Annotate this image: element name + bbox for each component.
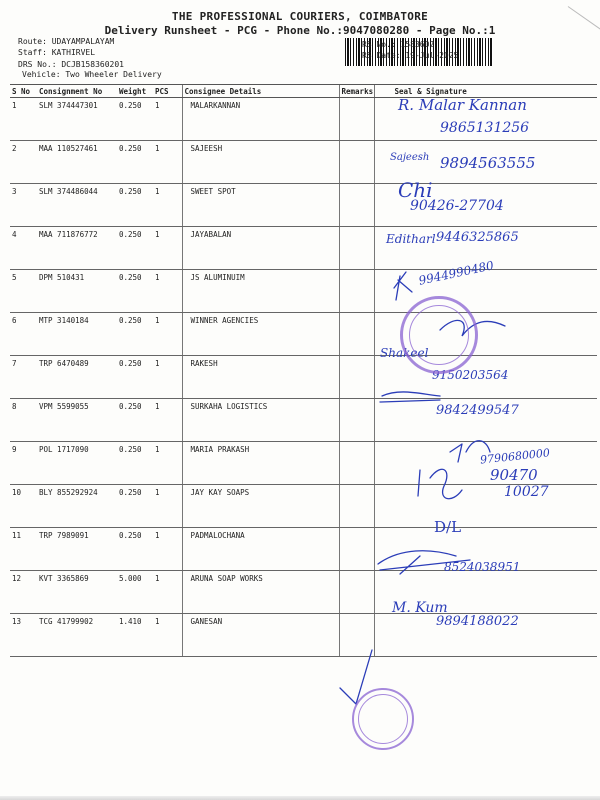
row-consignment-no: SLM 374447301 bbox=[37, 98, 117, 141]
row-consignment-no: SLM 374486044 bbox=[37, 184, 117, 227]
header-consignee: Consignee Details bbox=[182, 85, 339, 98]
handwritten-signature-row13: M. Kum bbox=[392, 600, 448, 616]
row-weight: 0.250 bbox=[117, 399, 153, 442]
row-consignee: JAY KAY SOAPS bbox=[182, 485, 339, 528]
row-consignment-no: BLY 855292924 bbox=[37, 485, 117, 528]
row-weight: 0.250 bbox=[117, 227, 153, 270]
rs-number: RS No.: 1583602 bbox=[362, 40, 435, 49]
row-consignee: PADMALOCHANA bbox=[182, 528, 339, 571]
row-pcs: 1 bbox=[153, 184, 182, 227]
signature-scribble-row9 bbox=[450, 441, 490, 462]
signature-scribble-row8 bbox=[380, 392, 440, 402]
row-pcs: 1 bbox=[153, 98, 182, 141]
signature-scribble-row5 bbox=[394, 272, 412, 300]
handwritten-signature-row2: Sajeesh bbox=[390, 152, 430, 163]
row-consignee: SAJEESH bbox=[182, 141, 339, 184]
drs-number: DRS No.: DCJB158360201 bbox=[18, 60, 124, 69]
row-consignment-no: MTP 3140184 bbox=[37, 313, 117, 356]
handwritten-name-row1: R. Malar Kannan bbox=[398, 96, 527, 114]
row-pcs: 1 bbox=[153, 313, 182, 356]
row-consignee: GANESAN bbox=[182, 614, 339, 657]
row-sno: 13 bbox=[10, 614, 37, 657]
row-sno: 1 bbox=[10, 98, 37, 141]
handwritten-signature-row4: Editharl bbox=[386, 232, 436, 246]
handwritten-phone-row12: 8524038951 bbox=[444, 560, 521, 574]
row-sno: 11 bbox=[10, 528, 37, 571]
row-consignment-no: TRP 6470489 bbox=[37, 356, 117, 399]
row-consignment-no: MAA 711876772 bbox=[37, 227, 117, 270]
handwritten-phone-row1: 9865131256 bbox=[440, 120, 530, 136]
handwritten-note-row11: D/L bbox=[434, 518, 462, 536]
row-consignment-no: TRP 7989091 bbox=[37, 528, 117, 571]
runsheet-title: Delivery Runsheet - PCG - Phone No.:9047080280 - Page No.:1 bbox=[104, 24, 496, 37]
header-weight: Weight bbox=[117, 85, 153, 98]
row-consignee: MALARKANNAN bbox=[182, 98, 339, 141]
handwritten-phone-row2: 9894563555 bbox=[440, 154, 536, 172]
row-pcs: 1 bbox=[153, 141, 182, 184]
row-consignment-no: POL 1717090 bbox=[37, 442, 117, 485]
company-title: THE PROFESSIONAL COURIERS, COIMBATORE bbox=[171, 10, 429, 23]
row-pcs: 1 bbox=[153, 270, 182, 313]
rs-date: RS Date: 19-Jul-2025 bbox=[362, 51, 459, 60]
header-sno: S No bbox=[10, 85, 37, 98]
scan-edge bbox=[0, 796, 600, 800]
handwritten-phone-row3: 90426-27704 bbox=[410, 198, 504, 214]
header-seal: Seal & Signature bbox=[374, 85, 597, 98]
handwritten-signature-row7: Shakeel bbox=[380, 346, 429, 360]
handwritten-phone-row7: 9150203564 bbox=[432, 368, 509, 382]
row-sno: 12 bbox=[10, 571, 37, 614]
row-weight: 0.250 bbox=[117, 528, 153, 571]
header-consignment: Consignment No bbox=[37, 85, 117, 98]
row-consignment-no: MAA 110527461 bbox=[37, 141, 117, 184]
row-consignment-no: TCG 41799902 bbox=[37, 614, 117, 657]
row-weight: 0.250 bbox=[117, 184, 153, 227]
row-pcs: 1 bbox=[153, 614, 182, 657]
row-pcs: 1 bbox=[153, 356, 182, 399]
handwritten-phone-row8: 9842499547 bbox=[436, 403, 519, 418]
courier-stamp bbox=[352, 688, 414, 750]
row-weight: 0.250 bbox=[117, 442, 153, 485]
row-consignee: SURKAHA LOGISTICS bbox=[182, 399, 339, 442]
row-sno: 8 bbox=[10, 399, 37, 442]
row-sno: 4 bbox=[10, 227, 37, 270]
row-weight: 0.250 bbox=[117, 313, 153, 356]
row-weight: 0.250 bbox=[117, 98, 153, 141]
row-sno: 6 bbox=[10, 313, 37, 356]
row-consignee: JAYABALAN bbox=[182, 227, 339, 270]
row-pcs: 1 bbox=[153, 442, 182, 485]
row-pcs: 1 bbox=[153, 528, 182, 571]
row-pcs: 1 bbox=[153, 571, 182, 614]
handwritten-phone-row4: 9446325865 bbox=[436, 230, 519, 245]
handwritten-phone-row5: 9944990480 bbox=[417, 258, 495, 288]
row-sno: 5 bbox=[10, 270, 37, 313]
row-consignee: JS ALUMINUIM bbox=[182, 270, 339, 313]
route-label: Route: UDAYAMPALAYAM bbox=[18, 37, 115, 46]
handwritten-phone-row13: 9894188022 bbox=[436, 614, 519, 629]
handwritten-phone-row9: 9790680000 bbox=[479, 446, 551, 467]
row-consignment-no: VPM 5599055 bbox=[37, 399, 117, 442]
row-weight: 0.250 bbox=[117, 485, 153, 528]
row-consignee: ARUNA SOAP WORKS bbox=[182, 571, 339, 614]
signature-scribble-row12 bbox=[378, 551, 470, 574]
header-pcs: PCS bbox=[153, 85, 182, 98]
row-consignee: MARIA PRAKASH bbox=[182, 442, 339, 485]
row-weight: 1.410 bbox=[117, 614, 153, 657]
row-weight: 0.250 bbox=[117, 356, 153, 399]
company-stamp bbox=[400, 296, 478, 374]
signature-scribble-row10 bbox=[418, 469, 462, 498]
handwritten-number-row10-a: 90470 bbox=[490, 466, 538, 484]
staff-label: Staff: KATHIRVEL bbox=[18, 48, 96, 57]
header-remarks: Remarks bbox=[339, 85, 374, 98]
row-sno: 7 bbox=[10, 356, 37, 399]
row-consignee: RAKESH bbox=[182, 356, 339, 399]
row-sno: 9 bbox=[10, 442, 37, 485]
row-pcs: 1 bbox=[153, 485, 182, 528]
row-consignment-no: KVT 3365869 bbox=[37, 571, 117, 614]
row-sno: 3 bbox=[10, 184, 37, 227]
row-weight: 5.000 bbox=[117, 571, 153, 614]
handwritten-signature-row3: Chi bbox=[398, 178, 433, 202]
row-sno: 2 bbox=[10, 141, 37, 184]
row-weight: 0.250 bbox=[117, 270, 153, 313]
row-sno: 10 bbox=[10, 485, 37, 528]
row-pcs: 1 bbox=[153, 227, 182, 270]
row-pcs: 1 bbox=[153, 399, 182, 442]
row-consignment-no: DPM 510431 bbox=[37, 270, 117, 313]
row-weight: 0.250 bbox=[117, 141, 153, 184]
vehicle-label: Vehicle: Two Wheeler Delivery bbox=[22, 70, 162, 79]
row-consignee: WINNER AGENCIES bbox=[182, 313, 339, 356]
row-consignee: SWEET SPOT bbox=[182, 184, 339, 227]
handwritten-number-row10-b: 10027 bbox=[504, 484, 549, 500]
